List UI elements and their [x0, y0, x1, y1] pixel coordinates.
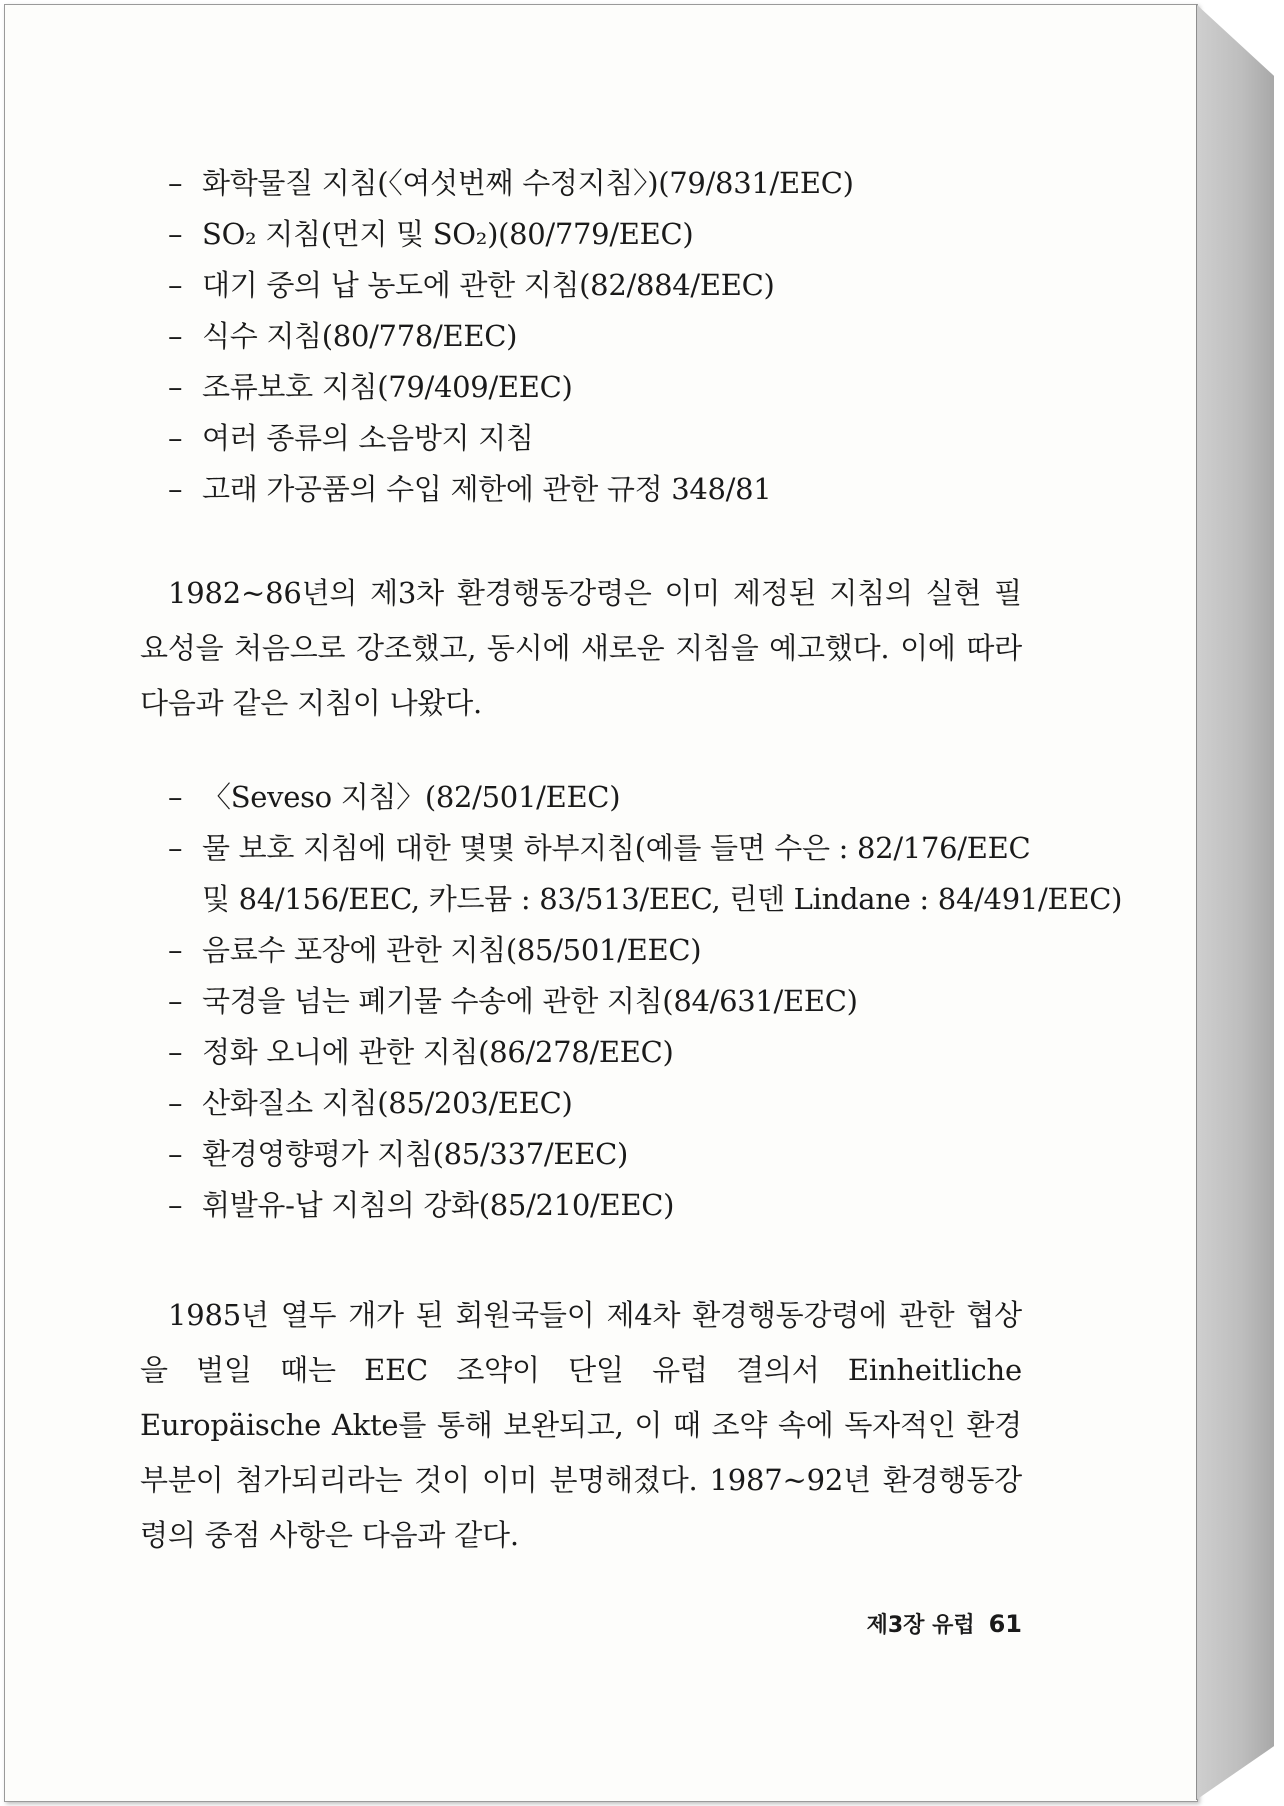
list-item-text: SO₂ 지침(먼지 및 SO₂)(80/779/EEC) — [202, 217, 694, 251]
list-dash: – — [168, 1086, 183, 1120]
list-item — [168, 925, 1122, 976]
list-item — [168, 1027, 1122, 1078]
list-dash: – — [168, 370, 183, 404]
list-dash: – — [168, 933, 183, 967]
list-item — [168, 976, 1122, 1027]
list-item — [168, 464, 854, 515]
list-dash: – — [168, 831, 183, 865]
list-item-text: 고래 가공품의 수입 제한에 관한 규정 348/81 — [202, 472, 772, 506]
list-dash: – — [168, 472, 183, 506]
list-item — [168, 823, 1122, 874]
list-dash: – — [168, 984, 183, 1018]
paragraph-text: 1985년 열두 개가 된 회원국들이 제4차 환경행동강령에 관한 협상을 벌일 때는 EEC 조약이 단일 유럽 결의서 Einheitliche Europäische Akte를 통해 보완되고, 이 때 조약 속에 독자적인 환경 부분이 첨가되리라는 것이 이미 분명해졌다. 1987~92년 환경행동강령의 중점 사항은 다음과 같다. — [140, 1298, 1022, 1552]
page-number: 61 — [988, 1610, 1022, 1638]
list-item-text: 정화 오니에 관한 지침(86/278/EEC) — [202, 1035, 674, 1069]
list-item-text: 및 84/156/EEC, 카드뮴 : 83/513/EEC, 린덴 Lindane : 84/491/EEC) — [202, 882, 1123, 916]
list-dash: – — [168, 319, 183, 353]
list-item — [168, 260, 854, 311]
list-item-text: 환경영향평가 지침(85/337/EEC) — [202, 1137, 628, 1171]
list-item-text: 음료수 포장에 관한 지침(85/501/EEC) — [202, 933, 702, 967]
list-item-text: 화학물질 지침(〈여섯번째 수정지침〉)(79/831/EEC) — [202, 166, 854, 200]
list-item-text: 국경을 넘는 폐기물 수송에 관한 지침(84/631/EEC) — [202, 984, 858, 1018]
directive-list-1 — [168, 158, 854, 515]
list-item-text: 산화질소 지침(85/203/EEC) — [202, 1086, 573, 1120]
list-item — [168, 413, 854, 464]
list-item — [168, 1078, 1122, 1129]
list-item-text: 여러 종류의 소음방지 지침 — [202, 421, 534, 455]
list-item-text: 〈Seveso 지침〉(82/501/EEC) — [202, 780, 621, 814]
page-footer — [856, 1608, 1022, 1639]
list-item — [168, 1129, 1122, 1180]
paragraph-text: 1982~86년의 제3차 환경행동강령은 이미 제정된 지침의 실현 필요성을 처음으로 강조했고, 동시에 새로운 지침을 예고했다. 이에 따라 다음과 같은 지침이 나왔다. — [140, 576, 1022, 720]
chapter-title: 제3장 유럽 — [866, 1613, 975, 1638]
list-item — [168, 158, 854, 209]
list-dash: – — [168, 217, 183, 251]
list-item-text: 휘발유-납 지침의 강화(85/210/EEC) — [202, 1188, 675, 1222]
list-item-continuation — [168, 874, 1122, 925]
body-paragraph-1 — [140, 566, 1022, 731]
body-paragraph-2 — [140, 1288, 1022, 1563]
list-dash: – — [168, 780, 183, 814]
list-item — [168, 772, 1122, 823]
list-dash: – — [168, 1035, 183, 1069]
list-item — [168, 311, 854, 362]
page-edge-line — [1196, 4, 1197, 1800]
list-item-text: 조류보호 지침(79/409/EEC) — [202, 370, 573, 404]
list-dash: – — [168, 166, 183, 200]
list-dash: – — [168, 421, 183, 455]
list-item-text: 물 보호 지침에 대한 몇몇 하부지침(예를 들면 수은 : 82/176/EEC — [202, 831, 1031, 865]
list-item-text: 식수 지침(80/778/EEC) — [202, 319, 518, 353]
list-dash: – — [168, 1137, 183, 1171]
list-item — [168, 209, 854, 260]
list-dash: – — [168, 268, 183, 302]
list-item — [168, 362, 854, 413]
page-stack-edge — [1196, 4, 1274, 1800]
directive-list-2 — [168, 772, 1122, 1231]
list-item-text: 대기 중의 납 농도에 관한 지침(82/884/EEC) — [202, 268, 775, 302]
list-item — [168, 1180, 1122, 1231]
list-dash: – — [168, 1188, 183, 1222]
